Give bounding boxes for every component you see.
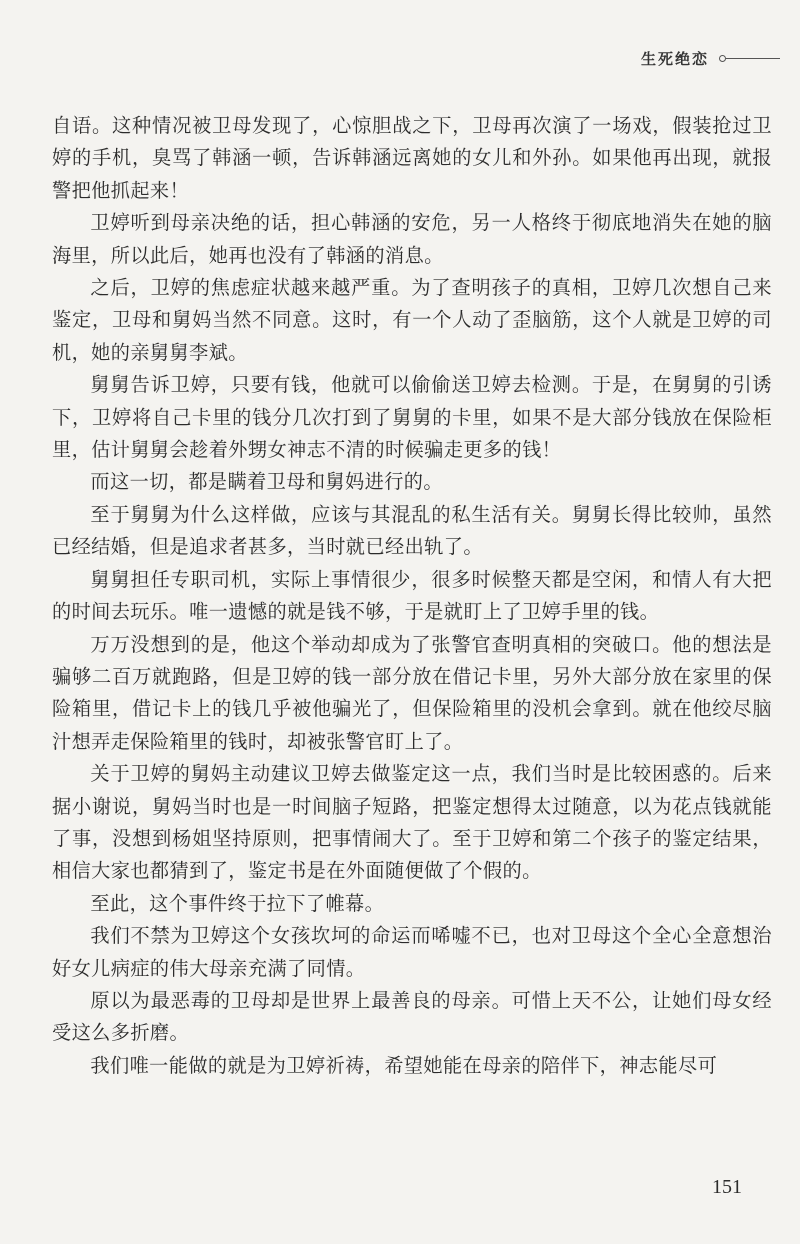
paragraph: 我们唯一能做的就是为卫婷祈祷，希望她能在母亲的陪伴下，神志能尽可 — [90, 1053, 718, 1077]
paragraph: 关于卫婷的舅妈主动建议卫婷去做鉴定这一点，我们当时是比较困惑的。后来据小谢说，舅妈当时也是一时间脑子短路，把鉴定想得太过随意，以为花点钱就能了事，没想到杨姐坚持原则，把事情闹大了。至于卫婷和第二个孩子的鉴定结果，相信大家也都猜到了，鉴定书是在外面随便做了个假的。 — [52, 762, 772, 883]
paragraph: 至此，这个事件终于拉下了帷幕。 — [90, 891, 385, 915]
paragraph: 卫婷听到母亲决绝的话，担心韩涵的安危，另一人格终于彻底地消失在她的脑海里，所以此后，她再也没有了韩涵的消息。 — [52, 211, 772, 267]
chapter-title: 生死绝恋 — [640, 50, 709, 68]
paragraph: 原以为最恶毒的卫母却是世界上最善良的母亲。可惜上天不公，让她们母女经受这么多折磨。 — [52, 988, 772, 1045]
circle-ornament-icon — [719, 55, 726, 62]
running-header — [641, 48, 780, 69]
body-text — [52, 110, 772, 1082]
paragraph: 舅舅担任专职司机，实际上事情很少，很多时候整天都是空闲，和情人有大把的时间去玩乐。唯一遗憾的就是钱不够，于是就盯上了卫婷手里的钱。 — [52, 567, 772, 624]
paragraph: 而这一切，都是瞒着卫母和舅妈进行的。 — [90, 470, 443, 494]
paragraph: 至于舅舅为什么这样做，应该与其混乱的私生活有关。舅舅长得比较帅，虽然已经结婚，但是追求者甚多，当时就已经出轨了。 — [52, 502, 772, 559]
page-number: 151 — [712, 1176, 742, 1198]
paragraph: 我们不禁为卫婷这个女孩坎坷的命运而唏嘘不已，也对卫母这个全心全意想治好女儿病症的伟大母亲充满了同情。 — [52, 924, 772, 980]
paragraph: 舅舅告诉卫婷，只要有钱，他就可以偷偷送卫婷去检测。于是，在舅舅的引诱下，卫婷将自己卡里的钱分几次打到了舅舅的卡里，如果不是大部分钱放在保险柜里，估计舅舅会趁着外甥女神志不清的时候骗走更多的钱！ — [52, 373, 772, 462]
header-line — [726, 58, 780, 60]
header-rule-ornament — [719, 55, 780, 62]
paragraph: 万万没想到的是，他这个举动却成为了张警官查明真相的突破口。他的想法是骗够二百万就跑路，但是卫婷的钱一部分放在借记卡里，另外大部分放在家里的保险箱里，借记卡上的钱几乎被他骗光了，但保险箱里的没机会拿到。就在他绞尽脑汁想弄走保险箱里的钱时，却被张警官盯上了。 — [52, 632, 772, 753]
paragraph: 之后，卫婷的焦虑症状越来越严重。为了查明孩子的真相，卫婷几次想自己来鉴定，卫母和舅妈当然不同意。这时，有一个人动了歪脑筋，这个人就是卫婷的司机，她的亲舅舅李斌。 — [52, 276, 772, 364]
paragraph: 自语。这种情况被卫母发现了，心惊胆战之下，卫母再次演了一场戏，假装抢过卫婷的手机，臭骂了韩涵一顿，告诉韩涵远离她的女儿和外孙。如果他再出现，就报警把他抓起来！ — [52, 114, 772, 202]
